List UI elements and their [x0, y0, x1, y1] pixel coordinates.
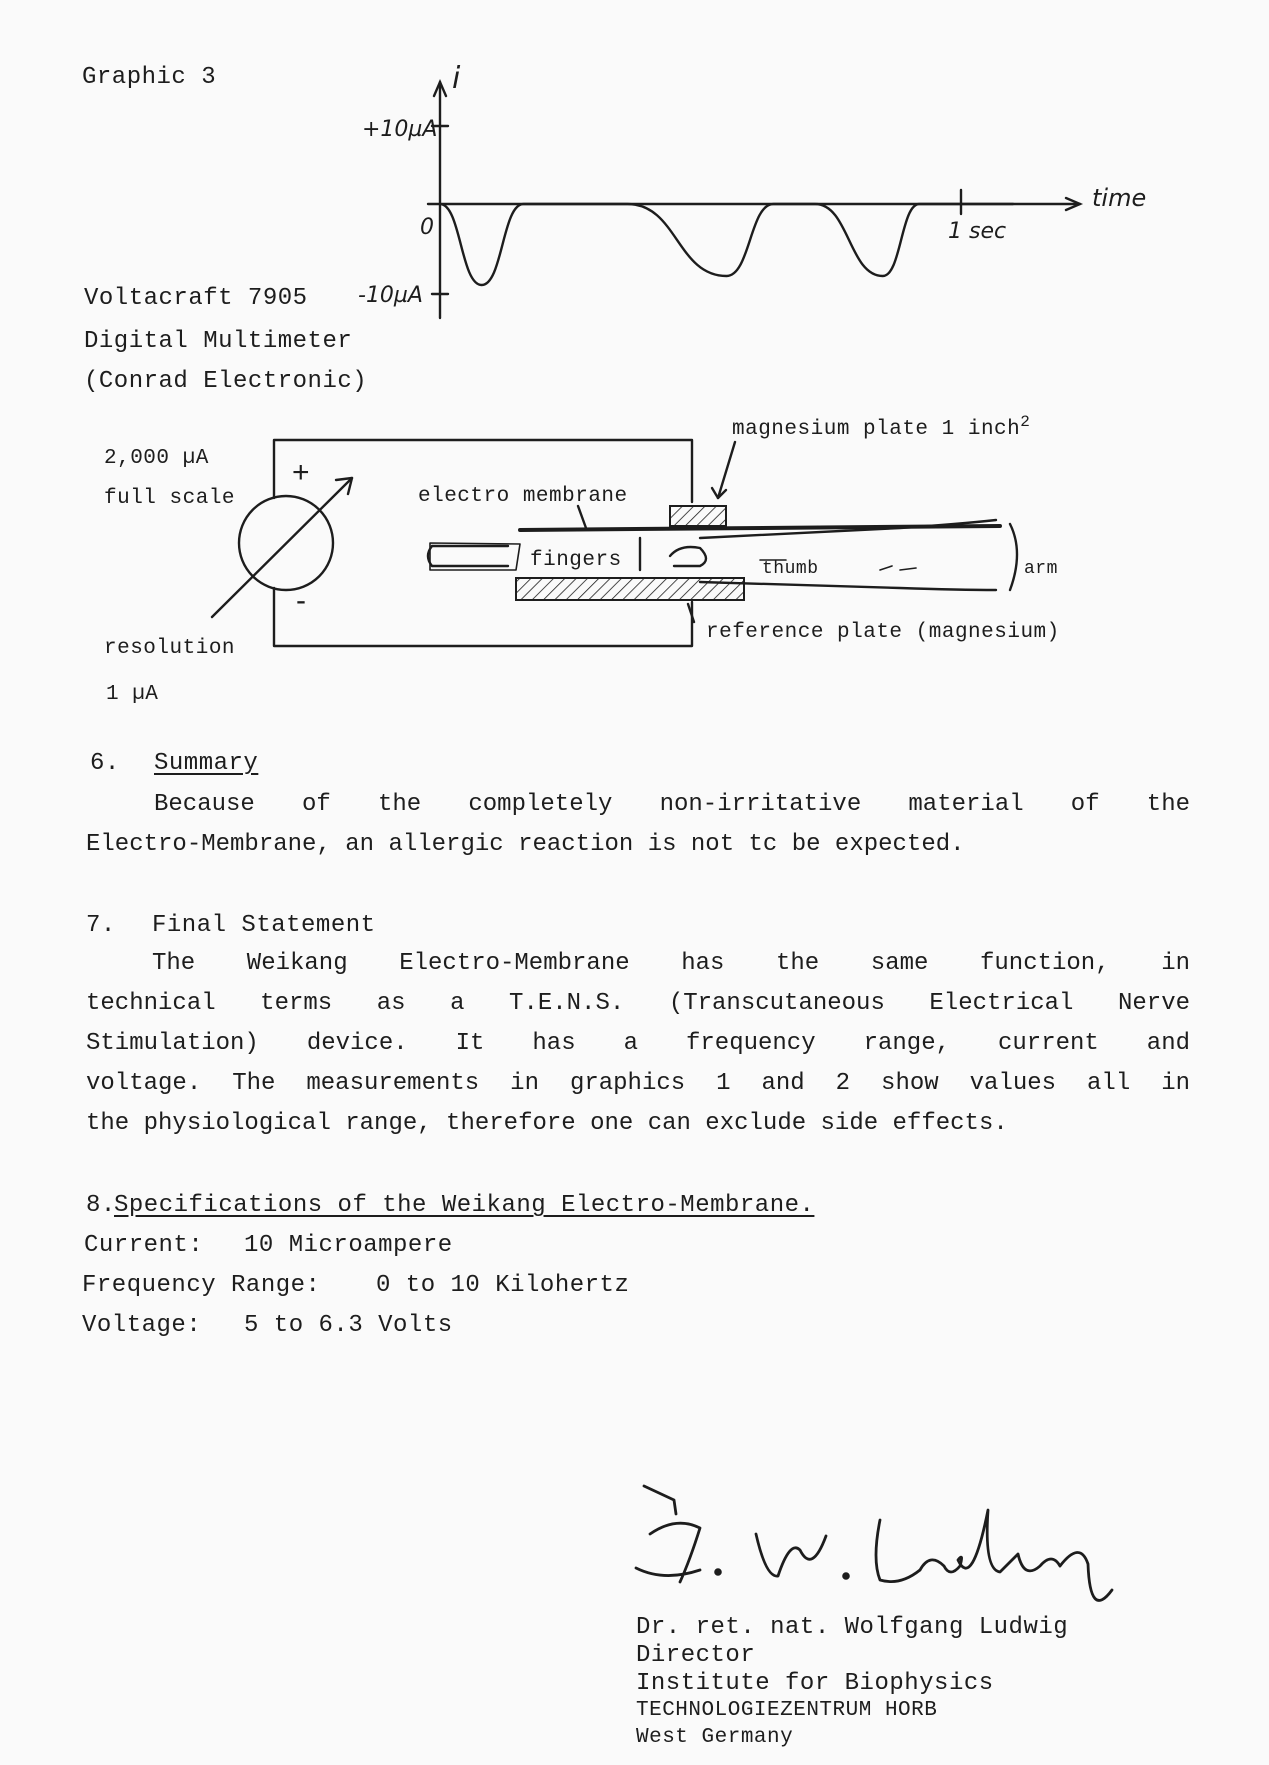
section7-line3: Stimulation) device. It has a frequency range, current and [86, 1030, 1190, 1057]
meter-plus-sign: + [292, 456, 310, 489]
meter-scale-label: full scale [104, 487, 236, 510]
section7-line2: technical terms as a T.E.N.S. (Transcutaneous Electrical Nerve [86, 990, 1190, 1017]
signatory-institute: Institute for Biophysics [636, 1670, 994, 1697]
section6-line1: Because of the completely non-irritative material of the [154, 791, 1190, 818]
finger-tip [428, 546, 508, 566]
spec-current-label: Current: [84, 1232, 204, 1259]
electro-membrane-label: electro membrane [418, 485, 628, 508]
meter-minus-sign: - [296, 584, 306, 617]
signature-letter-w [756, 1534, 826, 1576]
meter-resolution-label: resolution [104, 637, 236, 660]
spec-current-value: 10 Microampere [244, 1232, 453, 1259]
signatory-center: TECHNOLOGIEZENTRUM HORB [636, 1699, 938, 1722]
meter-brand: (Conrad Electronic) [84, 368, 368, 395]
signature-letter-d [636, 1523, 700, 1582]
spec-voltage-label: Voltage: [82, 1312, 202, 1339]
signature-letter-l [876, 1520, 920, 1582]
section7-title: Final Statement [152, 912, 376, 939]
thumb-label: thumb [762, 559, 819, 579]
section8-number: 8. [86, 1192, 116, 1219]
magnesium-plate [670, 506, 726, 526]
meter-scale-value: 2,000 µA [104, 447, 209, 470]
x-tick-label: 1 sec [948, 219, 1007, 244]
signatory-country: West Germany [636, 1726, 794, 1749]
y-axis-label: i [452, 61, 461, 96]
arm-end [1010, 524, 1017, 590]
signature-letters-udwig [920, 1510, 1112, 1600]
signature-dot-1 [716, 1570, 721, 1575]
circuit-diagram [212, 440, 1017, 646]
current-chart [0, 0, 1269, 800]
signature-lead-stroke [644, 1486, 676, 1514]
section7-number: 7. [86, 912, 116, 939]
spec-voltage-value: 5 to 6.3 Volts [244, 1312, 453, 1339]
signature-dot-2 [844, 1574, 849, 1579]
graphic-label: Graphic 3 [82, 64, 217, 91]
section6-line2: Electro-Membrane, an allergic reaction is not tc be expected. [86, 831, 965, 858]
y-tick-label-minus10: -10µA [358, 283, 423, 308]
y-tick-label-plus10: +10µA [362, 117, 438, 142]
spec-frequency-label: Frequency Range: [82, 1272, 321, 1299]
section8-title: Specifications of the Weikang Electro-Membrane. [114, 1192, 815, 1219]
magnesium-plate-text: magnesium plate 1 inch [732, 418, 1021, 441]
magnesium-plate-superscript: 2 [1020, 413, 1031, 431]
series-line [440, 204, 1013, 285]
section7-line4: voltage. The measurements in graphics 1 and 2 show values all in [86, 1070, 1190, 1097]
reference-plate-label: reference plate (magnesium) [706, 621, 1060, 644]
x-axis-label: time [1092, 184, 1147, 212]
magnesium-plate-label [732, 414, 1030, 440]
meter-model: Voltacraft 7905 [84, 285, 308, 312]
y-tick-label-zero: 0 [420, 215, 434, 240]
signatory-name: Dr. ret. nat. Wolfgang Ludwig [636, 1614, 1069, 1641]
section6-title: Summary [154, 750, 259, 777]
reference-plate [516, 578, 744, 600]
section7-line5: the physiological range, therefore one can exclude side effects. [86, 1110, 1008, 1137]
arm-label: arm [1024, 559, 1058, 579]
thumb-outline [670, 547, 706, 566]
fingers-label: fingers [530, 549, 622, 572]
signatory-title: Director [636, 1642, 756, 1669]
membrane-pointer [578, 506, 586, 528]
meter-type: Digital Multimeter [84, 328, 353, 355]
spec-frequency-value: 0 to 10 Kilohertz [376, 1272, 630, 1299]
section7-line1: The Weikang Electro-Membrane has the same function, in [152, 950, 1190, 977]
meter-resolution-value: 1 µA [106, 683, 159, 706]
section6-number: 6. [90, 750, 120, 777]
